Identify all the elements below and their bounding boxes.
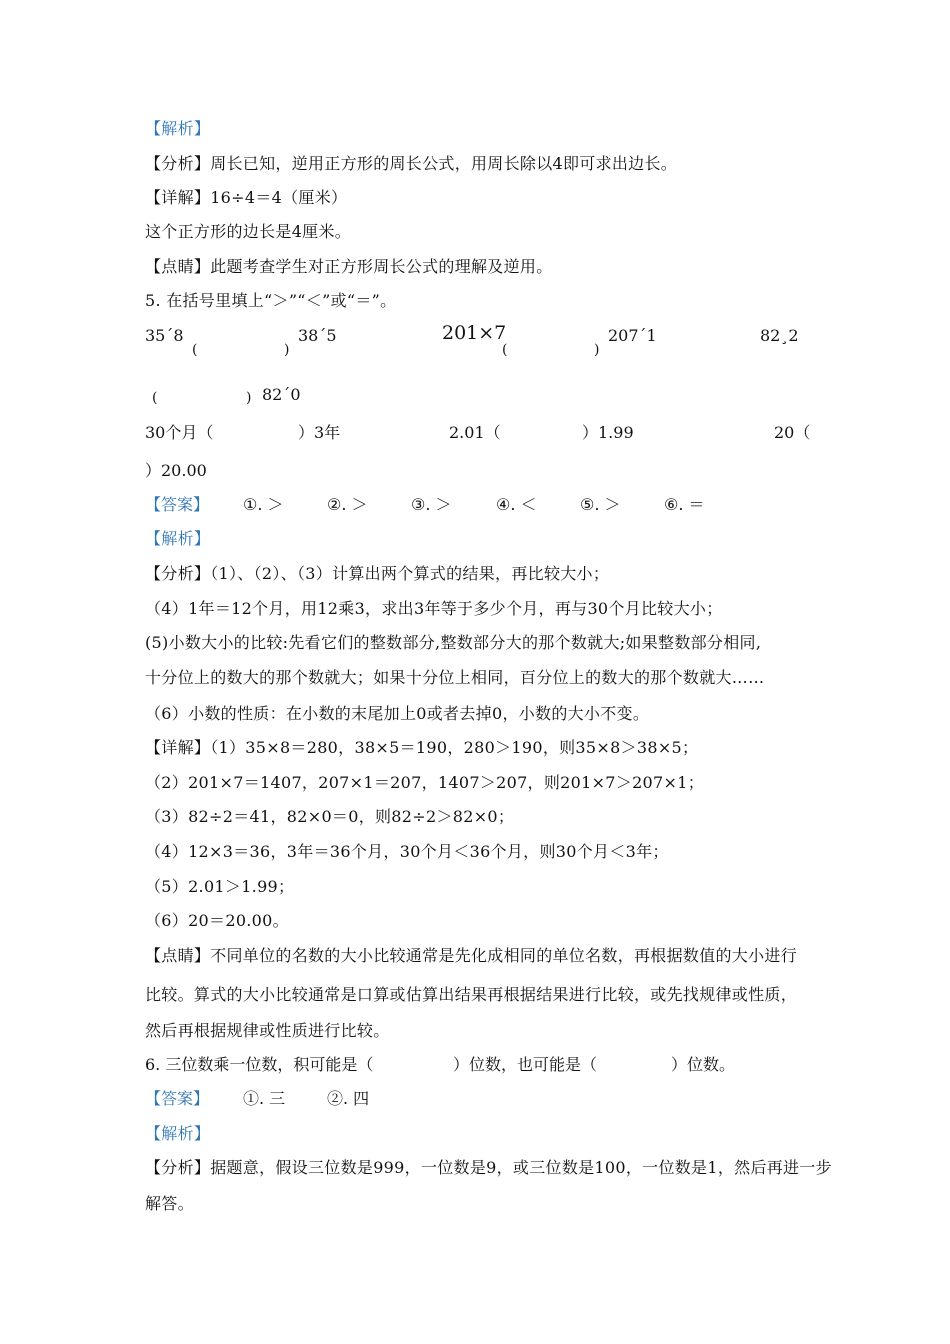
q5-answer-1: ①. ＞: [243, 495, 284, 514]
q5-fenxi-tag: 【分析】: [145, 564, 211, 583]
q5-expr1-paren-left: (: [192, 342, 198, 358]
q5-expr1-left: 35´8: [145, 326, 184, 345]
q5-expr2-paren-left: (: [502, 342, 508, 358]
q5-answer-tag: 【答案】: [145, 495, 210, 514]
xiangjie-line: [145, 187, 347, 209]
q5-xiangjie-tag: 【详解】: [145, 738, 211, 757]
q5-expr1-paren-right: ): [284, 342, 290, 358]
q5-xiangjie-5: （5）2.01＞1.99；: [145, 877, 295, 896]
fenxi-line: [145, 153, 677, 175]
q5-expr6-left: 20（: [774, 423, 811, 442]
xiangjie-tag: 【详解】: [145, 188, 211, 207]
q5-fenxi-line: [145, 563, 609, 585]
q6-fenxi-b: 解答。: [145, 1194, 194, 1213]
q5-xiangjie-4: （4）12×3＝36，3年＝36个月，30个月＜36个月，则30个月＜3年；: [145, 842, 669, 861]
dianjing-tag: 【点睛】: [145, 257, 211, 276]
q6-jiexi-heading: 【解析】: [145, 1124, 211, 1143]
q5-expr4-right: ）3年: [298, 423, 341, 442]
q6-answer-tag: 【答案】: [145, 1089, 210, 1108]
q5-stem: 5. 在括号里填上“＞”“＜”或“＝”。: [145, 291, 397, 310]
q5-dianjing-line: [145, 945, 797, 967]
q5-dianjing-tag: 【点睛】: [145, 946, 211, 965]
dianjing-line: [145, 256, 553, 278]
fenxi-text: 周长已知，逆用正方形的周长公式，用周长除以4即可求出边长。: [210, 154, 678, 173]
q5-expr6-right: ）20.00: [145, 461, 207, 480]
q5-fenxi-text: （1）、（2）、（3）计算出两个算式的结果，再比较大小；: [210, 564, 610, 583]
result-line: 这个正方形的边长是4厘米。: [145, 222, 352, 241]
q5-expr5-left: 2.01（: [449, 423, 501, 442]
q5-fenxi-5b: 十分位上的数大的那个数就大；如果十分位上相同，百分位上的数大的那个数就大……: [145, 668, 765, 687]
q6-answer-2: ②. 四: [327, 1089, 370, 1108]
q5-answer-2: ②. ＞: [327, 495, 368, 514]
xiangjie-text: 16÷4＝4（厘米）: [210, 188, 348, 207]
q5-expr2-left: 201×7: [442, 322, 507, 344]
q5-fenxi-5a: (5)小数大小的比较:先看它们的整数部分,整数部分大的那个数就大;如果整数部分相同,: [145, 633, 762, 652]
q5-expr2-paren-right: ): [594, 342, 600, 358]
jiexi-heading: 【解析】: [145, 119, 211, 138]
q5-expr3-left: 82¸2: [760, 326, 799, 345]
q5-answer-3: ③. ＞: [411, 495, 452, 514]
dianjing-text: 此题考查学生对正方形周长公式的理解及逆用。: [210, 257, 553, 276]
q5-dianjing-c: 然后再根据规律或性质进行比较。: [145, 1021, 390, 1040]
q6-stem-c: ）位数。: [671, 1055, 736, 1074]
q6-answer-1: ①. 三: [243, 1089, 286, 1108]
q5-dianjing-b: 比较。算式的大小比较通常是口算或估算出结果再根据结果进行比较，或先找规律或性质，: [145, 985, 798, 1004]
q5-expr1-right: 38´5: [298, 326, 337, 345]
q6-fenxi-tag: 【分析】: [145, 1158, 211, 1177]
q5-xiangjie-1: （1）35×8＝280，38×5＝190，280＞190，则35×8＞38×5；: [210, 738, 699, 757]
q5-expr2-right: 207´1: [608, 326, 657, 345]
q5-dianjing-a: 不同单位的名数的大小比较通常是先化成相同的单位名数，再根据数值的大小进行: [210, 946, 798, 965]
q5-xiangjie-6: （6）20＝20.00。: [145, 911, 289, 930]
q5-fenxi-6: （6）小数的性质：在小数的末尾加上0或者去掉0，小数的大小不变。: [145, 704, 650, 723]
q6-fenxi-a: 据题意，假设三位数是999，一位数是9，或三位数是100，一位数是1，然后再进一步: [210, 1158, 832, 1177]
q5-answer-4: ④. ＜: [496, 495, 537, 514]
q5-expr3-right: 82´0: [262, 385, 301, 404]
q6-stem-a: 6. 三位数乘一位数，积可能是（: [145, 1055, 374, 1074]
q5-expr3-paren-right: ): [246, 390, 252, 406]
q5-answer-6: ⑥. ＝: [664, 495, 705, 514]
q5-answer-5: ⑤. ＞: [580, 495, 621, 514]
q5-xiangjie-2: （2）201×7＝1407，207×1＝207，1407＞207，则201×7＞207×1；: [145, 773, 704, 792]
q6-fenxi-line: [145, 1157, 832, 1179]
q5-expr3-paren-left: (: [152, 390, 158, 406]
q5-expr5-right: ）1.99: [582, 423, 634, 442]
q5-jiexi-heading: 【解析】: [145, 529, 211, 548]
q5-fenxi-4: （4）1年＝12个月，用12乘3，求出3年等于多少个月，再与30个月比较大小；: [145, 599, 723, 618]
fenxi-tag: 【分析】: [145, 154, 211, 173]
q6-stem-b: ）位数，也可能是（: [453, 1055, 598, 1074]
q5-xiangjie-3: （3）82÷2＝41，82×0＝0，则82÷2＞82×0；: [145, 807, 515, 826]
q5-xiangjie-line: [145, 737, 698, 759]
q5-expr4-left: 30个月（: [145, 423, 214, 442]
